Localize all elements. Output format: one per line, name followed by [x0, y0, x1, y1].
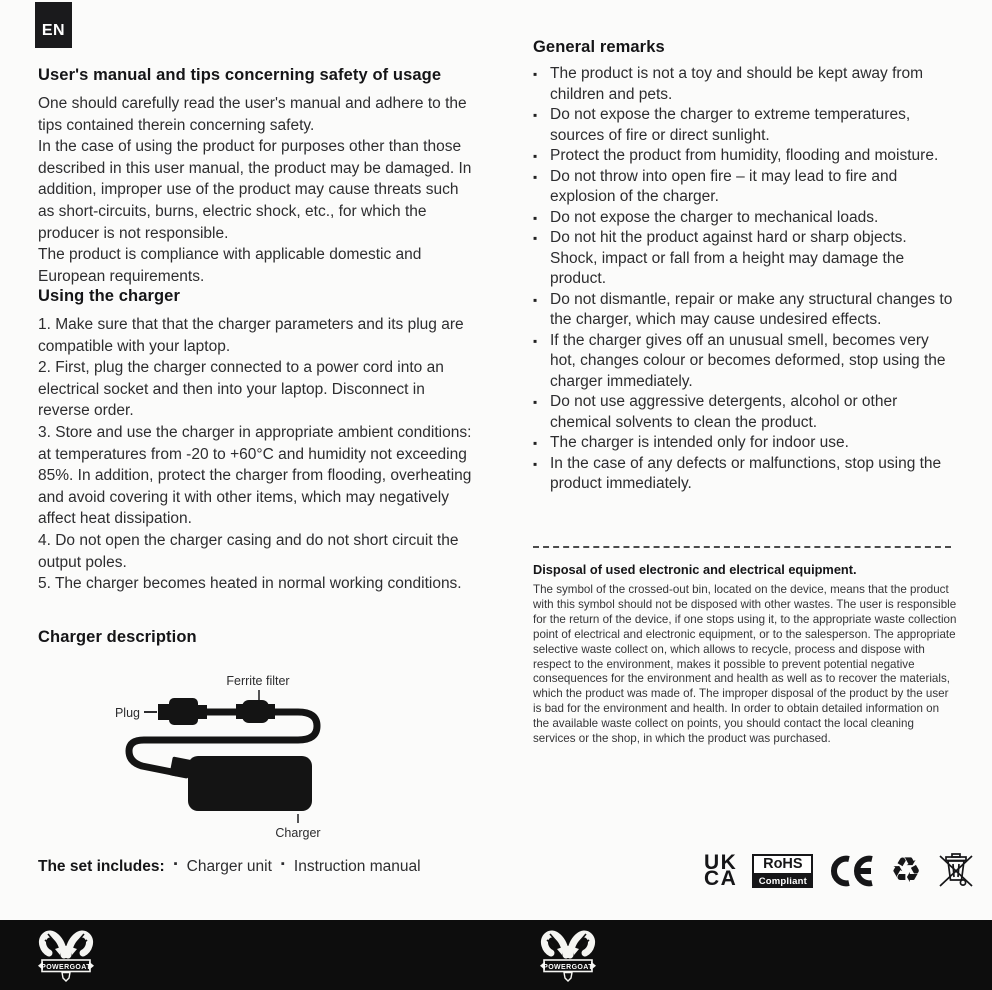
step-item: 5. The charger becomes heated in normal working conditions. [38, 575, 462, 593]
remark-item: ▪ Do not expose the charger to mechanical loads. [533, 208, 954, 229]
ukca-mark-icon [704, 850, 738, 890]
certification-marks [704, 851, 975, 891]
footer-bar [0, 920, 992, 990]
language-badge: EN [35, 2, 72, 48]
brand-name: POWERGOAT [41, 964, 91, 971]
rohs-mark [752, 854, 813, 888]
heading-usage-safety: User's manual and tips concerning safety of usage [38, 66, 442, 84]
paragraph: In the case of using the product for purposes other than those described in this user manual, the product may be damaged. In addition, improper use of the product may cause threats such as short-circuits, burns, electric shock, etc., for which the producer is not responsible. [38, 138, 472, 242]
using-charger-steps [38, 314, 476, 595]
powergoat-logo-icon [36, 924, 96, 986]
charger-label: Charger [275, 826, 321, 840]
set-includes-label: The set includes: [38, 858, 165, 875]
powergoat-logo-icon [538, 924, 598, 986]
remark-item: ▪ Do not expose the charger to extreme temperatures, sources of fire or direct sunlight. [533, 105, 954, 146]
disposal-body: The symbol of the crossed-out bin, located on the device, means that the product with this symbol should not be disposed with other wastes. The user is responsible for the return of the device, if one stops using it, to the appropriate waste collection point of electrical and electronic equipment, or to the salesperson. The appropriate selective waste collect on, which allows to recycle, process and dispose with respect to the environment, makes it possible to prevent potential negative consequences for the environment and health as well as to recover the materials, which the product was made of. The improper disposal of the product by the user is bad for the environment and health. In order to obtain detailed information on the available waste collect on points, you should contact the local cleaning services or the shop, in which the product was purchased. [533, 583, 957, 746]
remark-item: ▪ Do not throw into open fire – it may lead to fire and explosion of the charger. [533, 167, 954, 208]
recycle-icon: ♻ [890, 850, 922, 891]
heading-general-remarks: General remarks [533, 38, 665, 56]
remark-item: ▪ Do not use aggressive detergents, alcohol or other chemical solvents to clean the product. [533, 392, 954, 433]
remark-item: ▪ Do not dismantle, repair or make any structural changes to the charger, which may cause undesired effects. [533, 290, 954, 331]
plug-collar [196, 705, 207, 719]
weee-crossed-bin-icon [937, 852, 975, 890]
rohs-subtitle: Compliant [752, 875, 813, 888]
step-item: 1. Make sure that that the charger parameters and its plug are compatible with your laptop. [38, 316, 464, 355]
goat-shield [62, 973, 70, 982]
remark-item: ▪ Do not hit the product against hard or sharp objects. Shock, impact or fall from a height may damage the product. [533, 228, 954, 290]
set-includes-line [38, 858, 476, 876]
remark-item: ▪ In the case of any defects or malfunctions, stop using the product immediately. [533, 454, 954, 495]
step-item: 2. First, plug the charger connected to a power cord into an electrical socket and then into your laptop. Disconnect in reverse order. [38, 359, 444, 420]
rohs-title: RoHS [752, 854, 813, 875]
paragraph: The product is compliance with applicable domestic and European requirements. [38, 246, 422, 285]
paragraph: One should carefully read the user's manual and adhere to the tips contained therein concerning safety. [38, 95, 467, 134]
step-item: 4. Do not open the charger casing and do not short circuit the output poles. [38, 531, 459, 571]
ferrite-filter-label: Ferrite filter [226, 674, 290, 688]
dashed-divider [533, 546, 951, 548]
ukca-line1: UK [704, 850, 738, 874]
plug-body [169, 698, 198, 725]
ukca-line2: CA [704, 867, 738, 890]
remark-item: ▪ The product is not a toy and should be kept away from children and pets. [533, 64, 954, 105]
general-remarks-list [533, 64, 954, 495]
ce-mark-icon [828, 855, 875, 887]
heading-using-charger: Using the charger [38, 287, 180, 305]
plug-label: Plug [114, 706, 140, 720]
set-includes-item: ▪ Instruction manual [281, 858, 421, 876]
heading-disposal: Disposal of used electronic and electrical equipment. [533, 562, 857, 577]
heading-charger-description: Charger description [38, 628, 197, 646]
set-includes-item: ▪ Charger unit [174, 858, 272, 876]
remark-item: ▪ The charger is intended only for indoor use. [533, 433, 954, 454]
safety-paragraphs [38, 93, 476, 287]
charger-body [188, 756, 312, 811]
charger-diagram [30, 652, 480, 850]
remark-item: ▪ Protect the product from humidity, flooding and moisture. [533, 146, 954, 167]
ferrite-filter-bead [242, 700, 269, 723]
step-item: 3. Store and use the charger in appropriate ambient conditions: at temperatures from -20 to +60°C and humidity not exceeding 85%. In addition, protect the charger from flooding, overheating and avoid covering it with other items, which may negatively affect heat dissipation. [38, 423, 472, 528]
brand-name: POWERGOAT [543, 964, 593, 971]
remark-item: ▪ If the charger gives off an unusual smell, becomes very hot, changes colour or becomes deformed, stop using the charger immediately. [533, 331, 954, 393]
